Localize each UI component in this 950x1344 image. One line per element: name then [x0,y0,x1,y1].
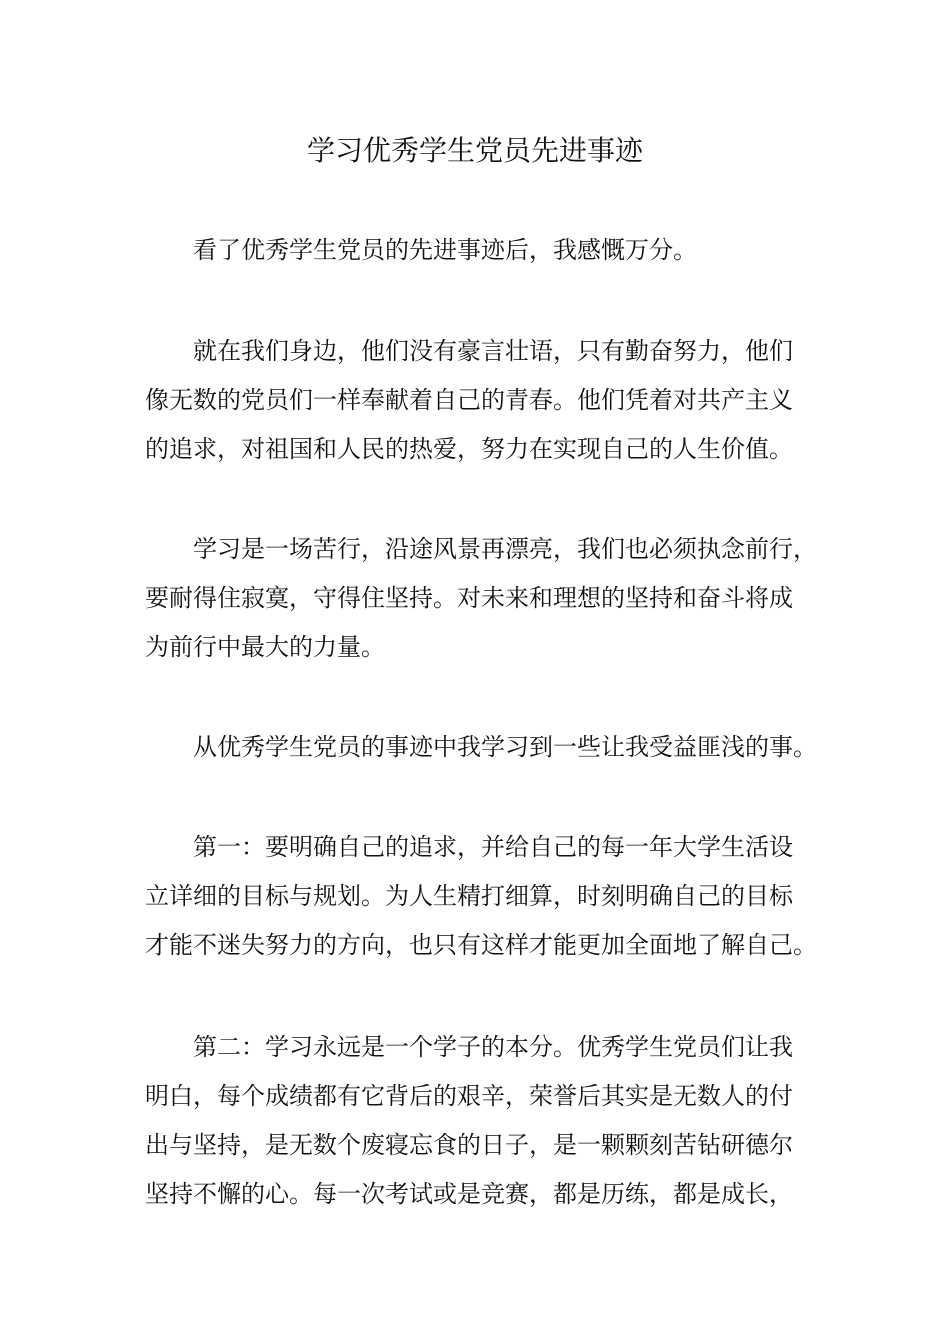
paragraph-1-line-1: 看了优秀学生党员的先进事迹后，我感慨万分。 [193,236,697,264]
paragraph-4-line-1: 从优秀学生党员的事迹中我学习到一些让我受益匪浅的事。 [193,733,817,761]
paragraph-6-line-2: 明白，每个成绩都有它背后的艰辛，荣誉后其实是无数人的付 [145,1082,793,1110]
paragraph-3-line-2: 要耐得住寂寞，守得住坚持。对未来和理想的坚持和奋斗将成 [145,584,793,612]
paragraph-6-line-1: 第二：学习永远是一个学子的本分。优秀学生党员们让我 [193,1033,793,1061]
paragraph-3-line-1: 学习是一场苦行，沿途风景再漂亮，我们也必须执念前行， [193,535,817,563]
paragraph-5-line-2: 立详细的目标与规划。为人生精打细算，时刻明确自己的目标 [145,882,793,910]
paragraph-5-line-1: 第一：要明确自己的追求，并给自己的每一年大学生活设 [193,833,793,861]
paragraph-6-line-4: 坚持不懈的心。每一次考试或是竞赛，都是历练，都是成长， [145,1180,793,1208]
paragraph-2-line-1: 就在我们身边，他们没有豪言壮语，只有勤奋努力，他们 [193,337,793,365]
paragraph-6-line-3: 出与坚持，是无数个废寝忘食的日子，是一颗颗刻苦钻研德尔 [145,1131,793,1159]
paragraph-2-line-3: 的追求，对祖国和人民的热爱，努力在实现自己的人生价值。 [145,435,793,463]
paragraph-5-line-3: 才能不迷失努力的方向，也只有这样才能更加全面地了解自己。 [145,931,817,959]
document-title: 学习优秀学生党员先进事迹 [306,134,643,167]
paragraph-2-line-2: 像无数的党员们一样奉献着自己的青春。他们凭着对共产主义 [145,386,793,414]
paragraph-3-line-3: 为前行中最大的力量。 [145,633,385,661]
